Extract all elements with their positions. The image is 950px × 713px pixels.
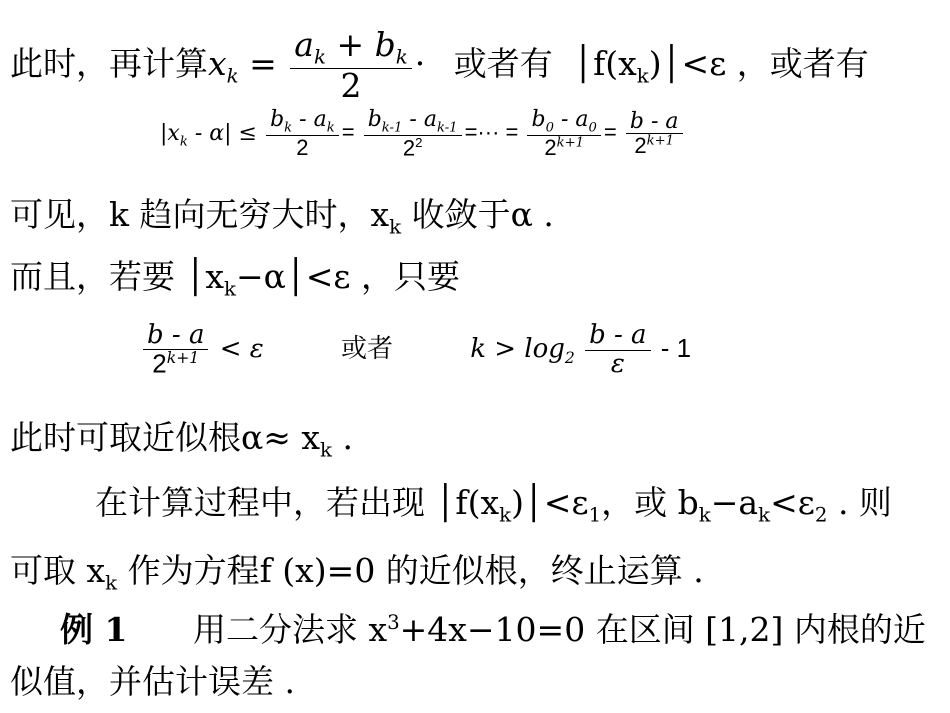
lhs: $|x_k - \alpha|$ ≤ [160, 120, 257, 150]
frac-2: $\frac{b_{k-1} - a_{k-1}}{2^2}$ [364, 108, 462, 160]
line-9: 例 1 用二分法求 $x^3+4x-10=0$ 在区间 [1,2] 内根的近 [60, 610, 926, 649]
line-7: 在计算过程中，若出现 $│f(x_k)│<\varepsilon_1$，或 $b_k-a_k<\varepsilon_2$ . 则 [95, 483, 892, 527]
frac-4: $\frac{b - a}{2^{k+1}}$ [626, 110, 683, 157]
line-3: 可见，k 趋向无穷大时，$x_k$ 收敛于α . [10, 195, 554, 239]
equals: = [238, 44, 277, 84]
fraction-ak-bk: $\frac{a_k + b_k}{2}$ [290, 28, 411, 104]
line-6: 此时可取近似根$\alpha\approx x_k$ . [10, 418, 354, 462]
frac-1: $\frac{b_k - a_k}{2}$ [266, 108, 339, 159]
condition-equation: $\frac{b - a}{2^{k+1}}$ < ε 或者 $k > \log_2$ $\frac{b - a}{\varepsilon}$ - 1 [140, 322, 691, 378]
or-text-3: 或者 [340, 334, 393, 364]
line-4: 而且，若要 $│x_k-\alpha│<\varepsilon$ ，只要 [10, 257, 461, 301]
line-8: 可取 $x_k$ 作为方程f (x)=0 的近似根，终止运算 . [10, 551, 704, 595]
or-text-2: ，或者有 [736, 44, 869, 84]
abs-condition: $│f(x_k)│<\varepsilon$ [573, 44, 737, 88]
error-bound-equation: $|x_k - \alpha|$ ≤ $\frac{b_k - a_k}{2}$ = $\frac{b_{k-1} - a_{k-1}}{2^2}$ =··· = $\frac{b_0 - a_0}{2^{k+1}}$ = $\frac{b - a}{2^{k+1}}$ [160, 108, 686, 160]
line-10: 似值，并估计误差 . [10, 662, 295, 701]
less-than-eps: < ε [211, 334, 264, 364]
line-1 [10, 25, 869, 106]
frac-b-a: $\frac{b - a}{2^{k+1}}$ [143, 322, 208, 378]
xk-var: $x_k$ [208, 44, 239, 88]
frac-b-a-eps: $\frac{b - a}{\varepsilon}$ [585, 322, 650, 378]
dot: · [414, 44, 426, 84]
or-text: 或者有 [453, 44, 553, 84]
k-gt-log: $k > \log_2$ [470, 334, 575, 368]
example-label: 例 1 [60, 610, 128, 649]
line1-prefix: 此时，再计算 [10, 44, 208, 84]
frac-3: $\frac{b_0 - a_0}{2^{k+1}}$ [527, 108, 600, 159]
